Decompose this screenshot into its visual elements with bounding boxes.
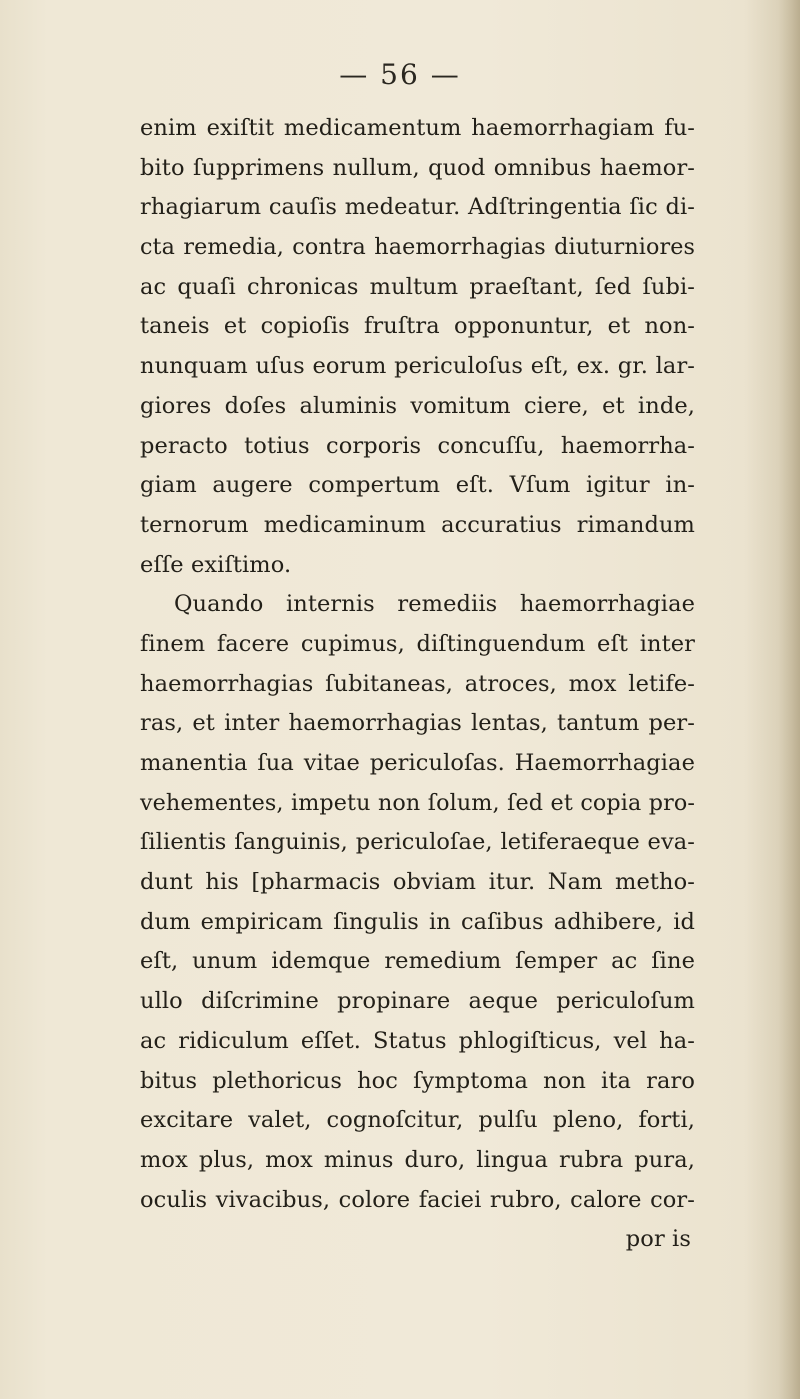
text-line: haemorrhagias ſubitaneas, atroces, mox letife- xyxy=(140,670,695,697)
text-line: oculis vivacibus, colore faciei rubro, calore cor- xyxy=(140,1186,695,1213)
text-line: finem facere cupimus, diſtinguendum eſt inter xyxy=(140,630,695,657)
text-line: bito ſupprimens nullum, quod omnibus haemor- xyxy=(140,154,695,181)
paragraph-2 xyxy=(140,585,695,1220)
text-line: peracto totius corporis concuſſu, haemorrha- xyxy=(140,432,695,459)
text-line: ullo diſcrimine propinare aeque periculoſum xyxy=(140,988,695,1015)
text-line: Quando internis remediis haemorrhagiae xyxy=(174,591,695,618)
text-line: ac ridiculum eſſet. Status phlogiſticus, vel ha- xyxy=(140,1027,695,1054)
body-text xyxy=(140,109,695,1260)
text-line: ſilientis ſanguinis, periculoſae, letiferaeque eva- xyxy=(140,829,695,856)
text-line: nunquam uſus eorum periculoſus eſt, ex. gr. lar- xyxy=(140,353,695,380)
text-line: enim exiſtit medicamentum haemorrhagiam fu- xyxy=(140,115,695,141)
text-line: giores doſes aluminis vomitum ciere, et inde, xyxy=(140,392,695,419)
text-line: excitare valet, cognoſcitur, pulſu pleno, forti, xyxy=(140,1107,695,1134)
text-line: mox plus, mox minus duro, lingua rubra pura, xyxy=(140,1146,695,1173)
text-line: ternorum medicaminum accuratius rimandum xyxy=(140,511,695,538)
text-line: ac quaſi chronicas multum praeſtant, ſed ſubi- xyxy=(140,273,695,300)
page-edge-shadow xyxy=(778,0,800,1399)
text-line: giam augere compertum eſt. Vſum igitur in- xyxy=(140,472,695,499)
text-line: bitus plethoricus hoc ſymptoma non ita raro xyxy=(140,1067,695,1094)
text-line: vehementes, impetu non ſolum, ſed et copia pro- xyxy=(140,789,695,816)
page-number: — 56 — xyxy=(339,58,461,91)
paragraph-1 xyxy=(140,109,695,585)
text-line: eſt, unum idemque remedium ſemper ac ſine xyxy=(140,948,695,975)
text-line: ras, et inter haemorrhagias lentas, tantum per- xyxy=(140,710,695,737)
text-line: eſſe exiſtimo. xyxy=(140,551,292,578)
text-line: cta remedia, contra haemorrhagias diuturniores xyxy=(140,234,695,261)
text-line: dum empiricam ſingulis in caſibus adhibere, id xyxy=(140,908,695,935)
text-line: rhagiarum cauſis medeatur. Adſtringentia ſic di- xyxy=(140,194,695,221)
text-line: manentia ſua vitae periculoſas. Haemorrhagiae xyxy=(140,750,695,776)
text-line: taneis et copioſis fruſtra opponuntur, et non- xyxy=(140,313,695,340)
catchword: por is xyxy=(625,1226,691,1253)
text-line: dunt his [pharmacis obviam itur. Nam metho- xyxy=(140,869,695,896)
